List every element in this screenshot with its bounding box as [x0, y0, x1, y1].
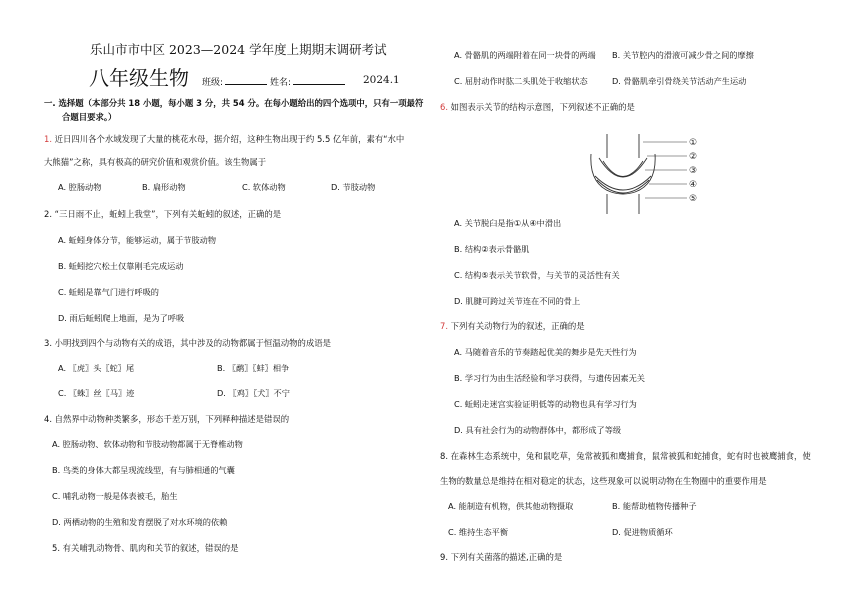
question-6-text: 如图表示关节的结构示意图，下列叙述不正确的是	[450, 102, 635, 112]
q8-option-b: B. 能帮助植物传播种子	[612, 501, 697, 511]
q6-option-d: D. 肌腱可跨过关节连在不同的骨上	[454, 296, 581, 306]
question-1-number: 1.	[44, 134, 52, 144]
exam-date: 2024.1	[363, 74, 400, 86]
question-7-number: 7.	[440, 321, 448, 331]
joint-structure-diagram	[587, 134, 717, 214]
q6-option-c: C. 结构⑤表示关节软骨，与关节的灵活性有关	[454, 270, 620, 280]
q1-option-c: C. 软体动物	[242, 182, 286, 192]
q6-option-b: B. 结构②表示骨骼肌	[454, 244, 530, 254]
question-1	[44, 133, 404, 145]
q6-option-a: A. 关节脱臼是指①从④中滑出	[454, 218, 562, 228]
name-blank	[293, 75, 345, 85]
figure-label-1: ①	[689, 138, 698, 148]
q4-option-c: C. 哺乳动物一般是体表被毛，胎生	[52, 491, 178, 501]
name-field	[270, 75, 347, 89]
q4-option-b: B. 鸟类的身体大都呈现流线型，有与肺相通的气囊	[52, 465, 235, 475]
q1-option-b: B. 扁形动物	[142, 182, 186, 192]
q1-option-a: A. 腔肠动物	[58, 182, 102, 192]
figure-label-4: ④	[689, 180, 698, 190]
q8-option-c: C. 维持生态平衡	[448, 527, 509, 537]
question-6	[440, 101, 635, 113]
question-1-text: 近日四川各个水域发现了大量的桃花水母，据介绍，这种生物出现于约 5.5 亿年前，素有“水中	[54, 134, 405, 144]
class-blank	[225, 75, 267, 85]
section-heading-cont: 合题目要求。）	[62, 112, 117, 122]
question-7	[440, 320, 585, 332]
q1-option-d: D. 节肢动物	[331, 182, 376, 192]
question-6-number: 6.	[440, 102, 448, 112]
subject-title: 八年级生物	[89, 66, 189, 90]
q5-option-d: D. 骨骼肌牵引骨绕关节活动产生运动	[612, 76, 747, 86]
q8-option-d: D. 促进物质循环	[612, 527, 673, 537]
figure-label-2: ②	[689, 152, 698, 162]
q4-option-a: A. 腔肠动物、软体动物和节肢动物都属于无脊椎动物	[52, 439, 243, 449]
question-9: 9. 下列有关菌落的描述,正确的是	[440, 552, 563, 562]
lower-bone	[607, 194, 639, 214]
section-heading: 一. 选择题（本部分共 18 小题，每小题 3 分，共 54 分。在每小题给出的四个选项中，只有一项最符	[44, 98, 424, 108]
figure-label-5: ⑤	[689, 194, 698, 204]
q3-option-d: D. 〖鸡〗〖犬〗不宁	[217, 388, 290, 398]
q2-option-b: B. 蚯蚓挖穴松土仅靠刚毛完成运动	[58, 261, 184, 271]
q2-option-a: A. 蚯蚓身体分节，能够运动，属于节肢动物	[58, 235, 217, 245]
question-2: 2. “三日雨不止，蚯蚓上我堂”，下列有关蚯蚓的叙述，正确的是	[44, 209, 282, 219]
q7-option-a: A. 马随着音乐的节奏踏起优美的舞步是先天性行为	[454, 347, 637, 357]
upper-bone	[607, 134, 639, 158]
question-7-text: 下列有关动物行为的叙述，正确的是	[450, 321, 585, 331]
exam-title: 乐山市市中区 2023—2024 学年度上期期末调研考试	[90, 42, 387, 57]
q4-option-d: D. 两栖动物的生殖和发育摆脱了对水环境的依赖	[52, 517, 228, 527]
q3-option-a: A. 〖虎〗头〖蛇〗尾	[58, 363, 135, 373]
question-4: 4. 自然界中动物种类繁多，形态千差万别，下列释种描述是错误的	[44, 414, 290, 424]
q5-option-c: C. 屈肘动作时肱二头肌处于收缩状态	[454, 76, 588, 86]
question-5: 5. 有关哺乳动物骨、肌肉和关节的叙述，错误的是	[52, 543, 239, 553]
figure-label-3: ③	[689, 166, 698, 176]
q5-option-b: B. 关节腔内的滑液可减少骨之间的摩擦	[612, 50, 754, 60]
q7-option-c: C. 蚯蚓走迷宫实验证明低等的动物也具有学习行为	[454, 399, 637, 409]
q7-option-b: B. 学习行为由生活经验和学习获得，与遗传因素无关	[454, 373, 645, 383]
q2-option-d: D. 雨后蚯蚓爬上地面，是为了呼吸	[58, 313, 185, 323]
class-label: 班级:	[202, 78, 224, 88]
q7-option-d: D. 具有社会行为的动物群体中，都形成了等级	[454, 425, 622, 435]
q2-option-c: C. 蚯蚓是靠气门进行呼吸的	[58, 287, 159, 297]
question-3: 3. 小明找到四个与动物有关的成语，其中涉及的动物都属于恒温动物的成语是	[44, 338, 332, 348]
q5-option-a: A. 骨骼肌的两端附着在同一块骨的两端	[454, 50, 596, 60]
question-8: 8. 在森林生态系统中，兔和鼠吃草，兔常被狐和鹰捕食，鼠常被狐和蛇捕食，蛇有时也被鹰捕食，使	[440, 451, 811, 461]
q3-option-b: B. 〖鹬〗〖蚌〗相争	[217, 363, 290, 373]
class-field	[202, 75, 269, 89]
question-1-text-cont: 大熊猫”之称，具有极高的研究价值和观赏价值。该生物属于	[44, 157, 267, 167]
question-8-text-cont: 生物的数量总是维持在相对稳定的状态，这些现象可以说明动物在生物圈中的重要作用是	[440, 476, 767, 486]
q8-option-a: A. 能制造有机物，供其他动物摄取	[448, 501, 574, 511]
name-label: 姓名:	[270, 78, 292, 88]
joint-head	[599, 158, 647, 177]
q3-option-c: C. 〖蛛〗丝〖马〗迹	[58, 388, 135, 398]
